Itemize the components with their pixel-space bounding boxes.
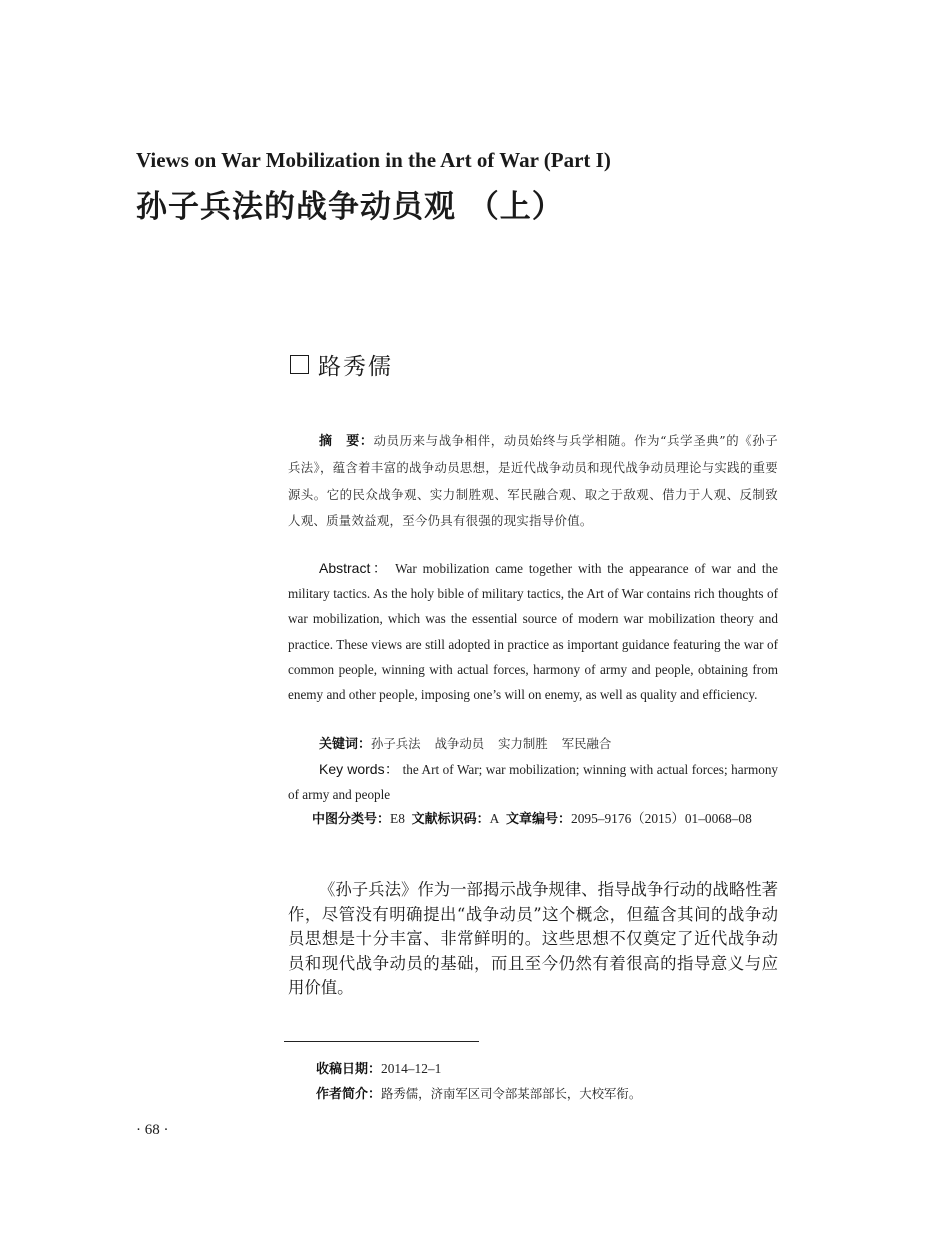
body-paragraph: 《孙子兵法》作为一部揭示战争规律、指导战争行动的战略性著作，尽管没有明确提出“战争动员”这个概念，但蕴含其间的战争动员思想是十分丰富、非常鲜明的。这些思想不仅奠定了近代战争动员和现代战争动员的基础，而且至今仍然有着很高的指导意义与应用价值。 (288, 880, 778, 998)
keyword-term: 军民融合 (561, 736, 612, 751)
keywords-en-text: the Art of War; war mobilization; winning with actual forces; harmony of army and people (288, 762, 779, 802)
author-name: 路秀儒 (318, 354, 393, 380)
footnote-author-bio (316, 1081, 776, 1107)
footnote-divider (284, 1041, 479, 1042)
classification-line (288, 806, 778, 832)
keywords-english (288, 757, 778, 807)
author-line (290, 348, 393, 381)
keywords-en-label: Key words： (319, 761, 400, 777)
keyword-term: 孙子兵法 (371, 736, 421, 751)
clc-label: 中图分类号： (312, 812, 391, 827)
abstract-english (288, 556, 778, 707)
abstract-cn-label: 摘 要： (319, 434, 374, 449)
doc-code-value: A (489, 811, 500, 826)
chinese-title: 孙子兵法的战争动员观 （上） (136, 189, 564, 225)
keywords-cn-label: 关键词： (319, 737, 372, 752)
english-title: Views on War Mobilization in the Art of War (Part I) (136, 148, 611, 172)
received-label: 收稿日期： (316, 1062, 382, 1077)
abstract-chinese (288, 428, 778, 535)
clc-value: E8 (390, 811, 405, 826)
abstract-cn-text: 动员历来与战争相伴，动员始终与兵学相随。作为“兵学圣典”的《孙子兵法》，蕴含着丰富的战争动员思想，是近代战争动员和现代战争动员理论与实践的重要源头。它的民众战争观、实力制胜观、军民融合观、取之于敌观、借力于人观、反制致人观、质量效益观，至今仍具有很强的现实指导价值。 (288, 433, 778, 529)
page-number: · 68 · (136, 1122, 169, 1138)
doc-code-label: 文献标识码： (411, 812, 490, 827)
abstract-en-text: War mobilization came together with the appearance of war and the military tactics. As the holy bible of military tactics, the Art of War contains rich thoughts of war mobilization, which was the essential source of modern war mobilization theory and practice. These views are still adopted in practice as important guidance featuring the war of common people, winning with actual forces, harmony of army and people, obtaining from enemy and other people, imposing one’s will on enemy, as well as quality and efficiency. (288, 561, 778, 703)
abstract-en-label: Abstract： (319, 560, 390, 576)
article-number-value: 2095–9176（2015）01–0068–08 (571, 811, 752, 826)
keywords-chinese (288, 732, 778, 757)
article-number-label: 文章编号： (505, 812, 571, 827)
square-bullet-icon (290, 355, 309, 374)
keyword-term: 战争动员 (434, 736, 485, 751)
keyword-term: 实力制胜 (498, 736, 548, 751)
received-date: 2014–12–1 (381, 1061, 442, 1076)
body-paragraph-block (288, 878, 778, 1001)
footnote-received (316, 1056, 776, 1082)
bio-label: 作者简介： (316, 1087, 382, 1102)
bio-text: 路秀儒，济南军区司令部某部部长，大校军衔。 (381, 1086, 642, 1101)
